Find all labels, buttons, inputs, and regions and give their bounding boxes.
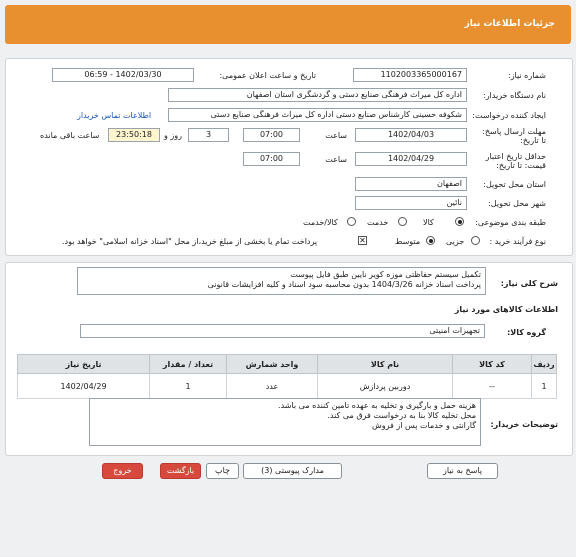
category-label: طبقه بندی موضوعی:: [475, 218, 546, 227]
buyer-field: اداره کل میراث فرهنگی صنایع دستی و گردشگری استان اصفهان: [168, 88, 467, 102]
deadline-time-field: 07:00: [243, 128, 300, 142]
goods-table-header: [18, 355, 557, 374]
cell-name: دوربین پردازش: [318, 374, 453, 399]
cell-date: 1402/04/29: [18, 374, 150, 399]
process-medium-radio[interactable]: [426, 236, 435, 245]
payment-note: پرداخت تمام یا بخشی از مبلغ خرید،از محل "اسناد خزانه اسلامی" خواهد بود.: [62, 237, 318, 246]
col-row: ردیف: [532, 355, 557, 374]
goods-section-title: اطلاعات کالاهای مورد نیاز: [454, 305, 558, 314]
remaining-time-field: 23:50:18: [108, 128, 160, 142]
buyer-notes-line-2: محل تخلیه کالا بنا به درخواست فرق می کند.: [327, 411, 476, 420]
cell-row: 1: [532, 374, 557, 399]
goods-group-label: گروه کالا:: [507, 328, 546, 337]
cell-qty: 1: [150, 374, 227, 399]
reply-button[interactable]: پاسخ به نیاز: [427, 463, 498, 479]
buyer-notes-label: توضیحات خریدار:: [490, 420, 558, 429]
col-name: نام کالا: [318, 355, 453, 374]
page-header: [5, 5, 571, 44]
buyer-label: نام دستگاه خریدار:: [483, 91, 546, 100]
category-service-radio[interactable]: [398, 217, 407, 226]
col-unit: واحد شمارش: [227, 355, 318, 374]
goods-group-field: تجهیزات امنیتی: [80, 324, 485, 338]
cell-code: --: [453, 374, 532, 399]
treasury-payment-checkbox[interactable]: ✕: [359, 236, 366, 245]
province-field: اصفهان: [355, 177, 467, 191]
validity-label: حداقل تاریخ اعتبار قیمت: تا تاریخ:: [485, 152, 546, 170]
remaining-label: ساعت باقی مانده: [40, 131, 100, 140]
cell-unit: عدد: [227, 374, 318, 399]
back-button[interactable]: بازگشت: [160, 463, 201, 479]
attachments-button[interactable]: مدارک پیوستی (3): [243, 463, 342, 479]
category-mixed-radio[interactable]: [347, 217, 356, 226]
process-minor-radio[interactable]: [471, 236, 480, 245]
process-medium-label: متوسط: [395, 237, 421, 246]
description-label: شرح کلی نیاز:: [500, 279, 558, 288]
announce-field: 1402/03/30 - 06:59: [52, 68, 194, 82]
table-row: [18, 374, 557, 399]
col-date: تاریخ نیاز: [18, 355, 150, 374]
deadline-time-label: ساعت: [325, 131, 347, 140]
city-field: نائین: [355, 196, 467, 210]
buyer-notes-line-1: هزینه حمل و بارگیری و تخلیه به عهده تامین کننده می باشد.: [278, 401, 476, 410]
validity-time-label: ساعت: [325, 155, 347, 164]
page-title: جزئیات اطلاعات نیاز: [464, 19, 555, 29]
goods-table: [17, 354, 557, 399]
description-line-2: پرداخت اسناد خزانه 1404/3/26 بدون محاسبه سود اسناد و کلیه افزایشات قانونی: [207, 280, 481, 289]
buyer-notes-line-3: گارانتی و خدمات پس از فروش: [372, 421, 476, 430]
category-service-label: خدمت: [367, 218, 389, 227]
exit-button[interactable]: خروج: [102, 463, 143, 479]
validity-time-field: 07:00: [243, 152, 300, 166]
validity-date-field: 1402/04/29: [355, 152, 467, 166]
process-minor-label: جزیی: [446, 237, 465, 246]
print-button[interactable]: چاپ: [206, 463, 239, 479]
city-label: شهر محل تحویل:: [488, 199, 546, 208]
days-field: 3: [188, 128, 229, 142]
need-number-label: شماره نیاز:: [508, 71, 546, 80]
deadline-label: مهلت ارسال پاسخ: تا تاریخ:: [482, 127, 546, 145]
category-goods-radio[interactable]: [455, 217, 464, 226]
buyer-contact-link[interactable]: اطلاعات تماس خریدار: [77, 111, 152, 120]
description-line-1: تکمیل سیستم حفاظتی موزه کویر نایین طبق فایل پیوست: [290, 270, 481, 279]
deadline-date-field: 1402/04/03: [355, 128, 467, 142]
col-code: کد کالا: [453, 355, 532, 374]
creator-label: ایجاد کننده درخواست:: [472, 111, 546, 120]
province-label: استان محل تحویل:: [483, 180, 546, 189]
category-mixed-label: کالا/خدمت: [303, 218, 338, 227]
days-label: روز و: [164, 131, 182, 140]
description-box: [77, 267, 486, 295]
need-number-field: 1102003365000167: [353, 68, 467, 82]
creator-field: شکوفه حسینی کارشناس صنایع دستی اداره کل میراث فرهنگی صنایع دستی: [168, 108, 467, 122]
buyer-notes-box: [89, 398, 481, 446]
col-qty: تعداد / مقدار: [150, 355, 227, 374]
announce-label: تاریخ و ساعت اعلان عمومی:: [219, 71, 316, 80]
category-goods-label: کالا: [423, 218, 434, 227]
process-label: نوع فرآیند خرید :: [489, 237, 546, 246]
